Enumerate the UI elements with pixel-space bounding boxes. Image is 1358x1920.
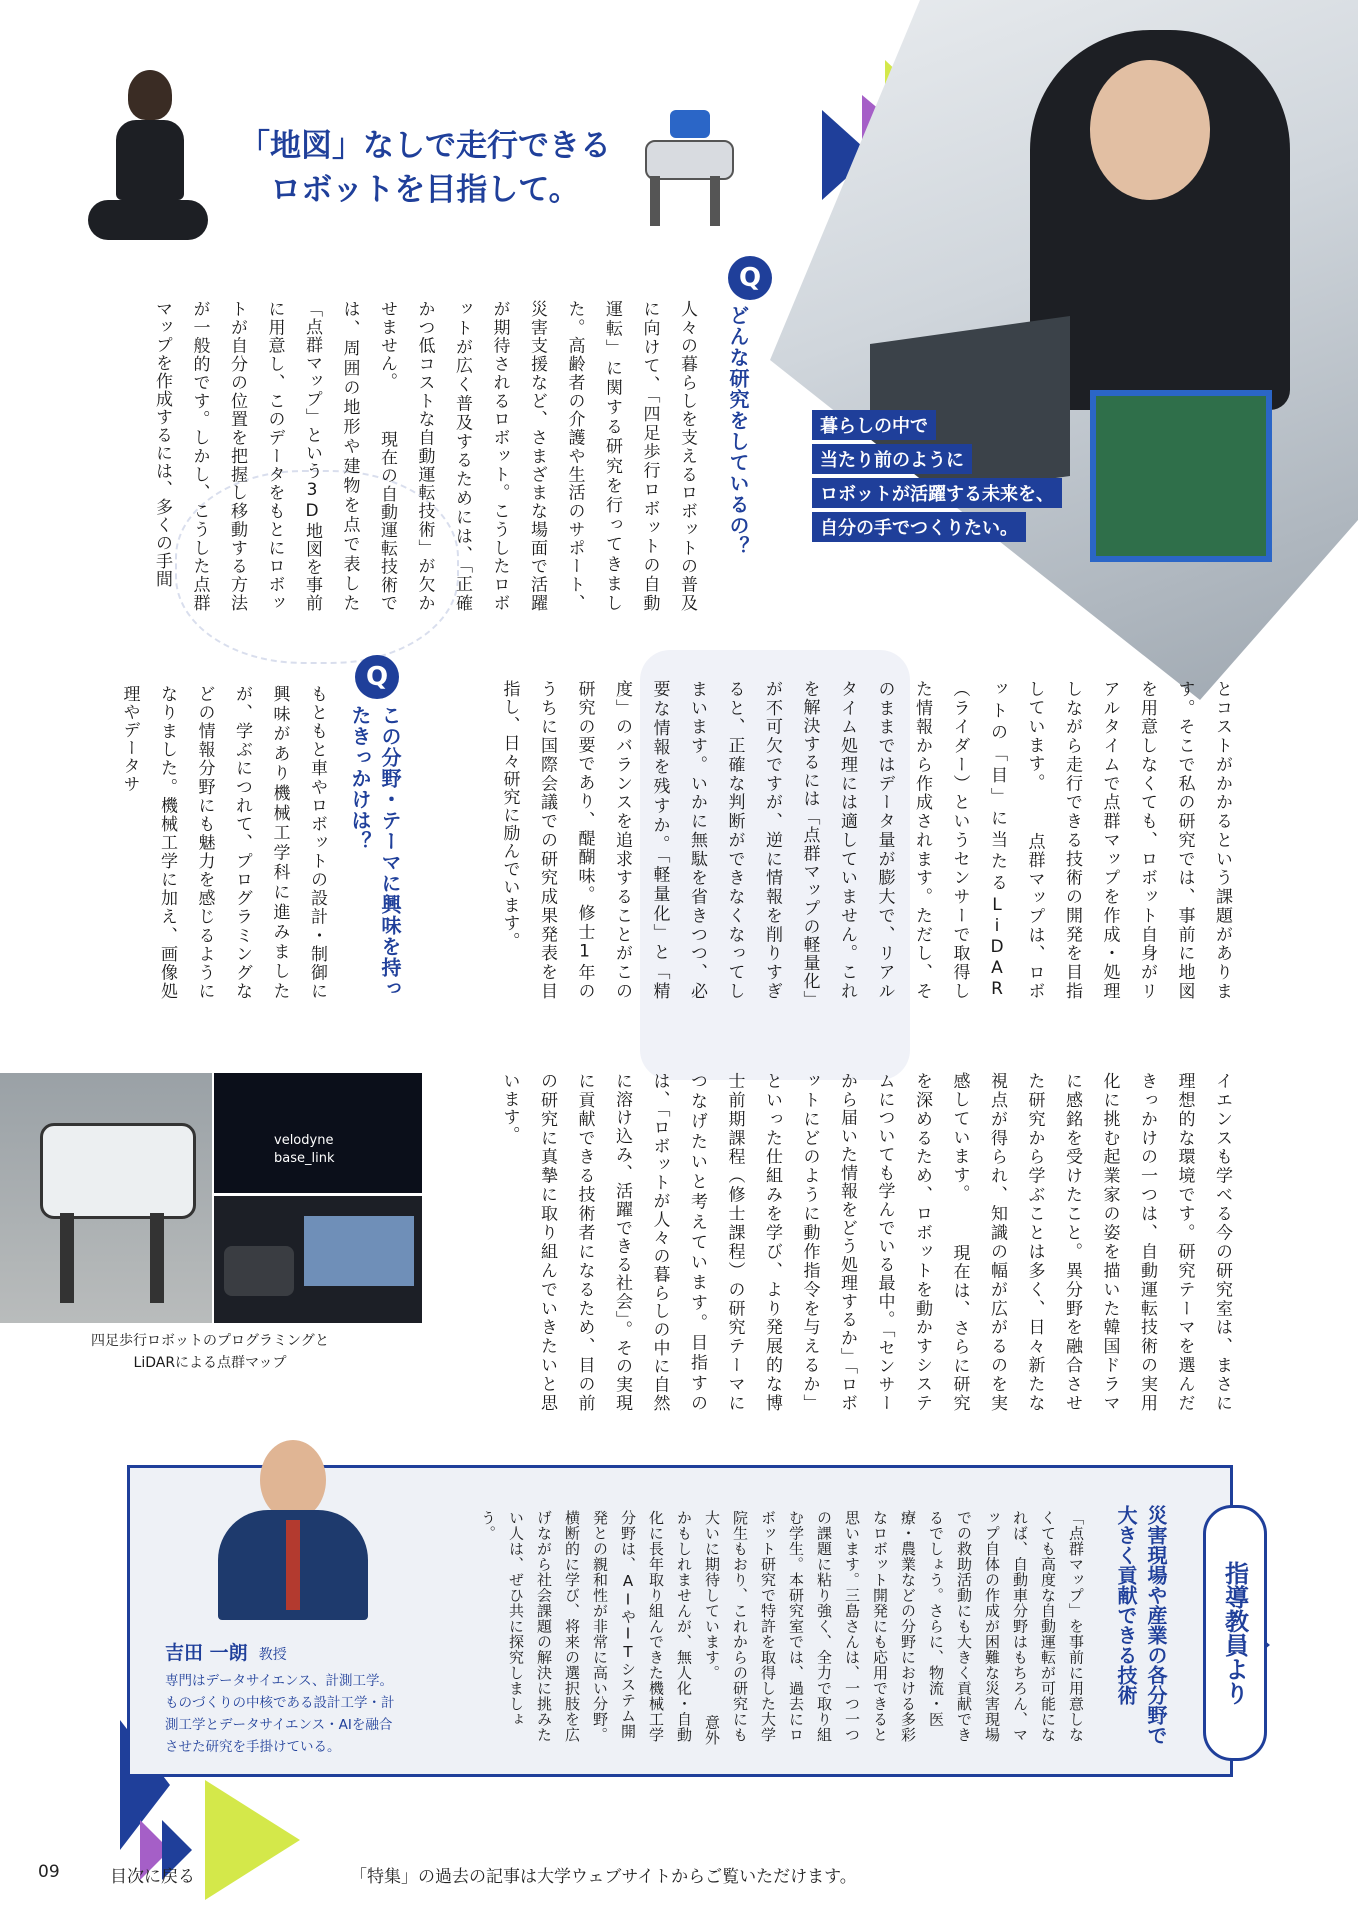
q1-body-b: とコストがかかるという課題があります。そこで私の研究では、事前に地図を用意しなくても、ロボット自身がリアルタイムで点群マップを作成・処理しながら走行できる技術の開発を目指しています。 点群マップは、ロボットの「目」に当たるLiDAR（ライダー）というセンサーで取得した情報から作成されます。ただし、そのままではデータ量が膨大で、リアルタイム処理には適していません。これを解決するには「点群マップの軽量化」が不可欠ですが、逆に情報を削りすぎると、正確な判断ができなくなってしまいます。いかに無駄を省きつつ、必要な情報を残すか。「軽量化」と「精度」のバランスを追求することがこの研究の要であり、醍醐味。修士1年のうちに国際会議での研究成果発表を目指し、日々研究に励んでいます。 — [499, 680, 1232, 1000]
page-headline — [225, 124, 625, 212]
q2-badge: Q — [355, 655, 399, 699]
q2-body-b: イエンスも学べる今の研究室は、まさに理想的な環境です。研究テーマを選んだきっかけの一つは、自動運転技術の実用化に挑む起業家の姿を描いた韓国ドラマに感銘を受けたこと。異分野を融合させた研究から学ぶことは多く、日々新たな視点が得られ、知識の幅が広がるのを実感しています。 現在は、さらに研究を深めるため、ロボットを動かすシステムについても学んでいる最中。「センサーから届いた情報をどう処理するか」「ロボットにどのように動作指令を与えるか」といった仕組みを学び、より発展的な博士前期課程（修士課程）の研究テーマにつなげたいと考えています。目指すのは、「ロボットが人々の暮らしの中に自然に溶け込み、活躍できる社会」。その実現に貢献できる技術者になるため、目の前の研究に真摯に取り組んでいきたいと思います。 — [499, 1072, 1232, 1412]
photo-caption — [812, 410, 1062, 546]
robot-dog-illustration — [640, 100, 730, 230]
q2-body-a: もともと車やロボットの設計・制御に興味があり機械工学科に進みましたが、学ぶにつれて、プログラミングなどの情報分野にも魅力を感じるようになりました。機械工学に加え、画像処理やデータサ — [119, 685, 327, 1000]
advisor-role: 教授 — [258, 1647, 287, 1663]
q1-body-a: 人々の暮らしを支えるロボットの普及に向けて、「四足歩行ロボットの自動運転」に関する研究を行ってきました。高齢者の介護や生活のサポート、災害支援など、さまざまな場面で活躍が期待されるロボット。こうしたロボットが広く普及するためには、「正確かつ低コストな自動運転技術」が欠かせません。 現在の自動運転技術では、周囲の地形や建物を点で表した「点群マップ」という3D地図を事前に用意し、このデータをもとにロボットが自分の位置を把握し移動する方法が一般的です。しかし、こうした点群マップを作成するには、多くの手間 — [152, 300, 697, 612]
q1-title: どんな研究をしているの？ — [726, 305, 750, 557]
advisor-body: 「点群マップ」を事前に用意しなくても高度な自動運転が可能になれば、自動車分野はもちろん、マップ自体の作成が困難な災害現場での救助活動にも大きく貢献できるでしょう。さらに、物流・医療・農業などの分野における多彩なロボット開発にも応用できると思います。三島さんは、一つ一つの課題に粘り強く、全力で取り組む学生。本研究室では、過去にロボット研究で特許を取得した大学院生もおり、これからの研究にも大いに期待しています。 意外かもしれませんが、無人化・自動化に長年取り組んできた機械工学分野は、AIやITシステム開発との親和性が非常に高い分野。横断的に学び、将来の選択肢を広げながら社会課題の解決に挑みたい人は、ぜひ共に探究しましょう。 — [479, 1510, 1085, 1746]
robot-photo-caption — [40, 1330, 380, 1374]
advisor-tag-text: 指導教員より — [1220, 1561, 1249, 1705]
lidar-screen-photo — [214, 1073, 422, 1193]
archive-note: 「特集」の過去の記事は大学ウェブサイトからご覧いただけます。 — [350, 1867, 857, 1887]
headline-line-1: 「地図」なしで走行できる — [239, 128, 611, 164]
caption-line-1: 暮らしの中で — [812, 410, 936, 440]
advisor-tag — [1203, 1505, 1267, 1761]
headline-line-2: ロボットを目指して。 — [270, 172, 580, 208]
caption-line-2: 当たり前のように — [812, 444, 972, 474]
back-to-toc-link[interactable]: 目次に戻る — [110, 1867, 195, 1887]
robot-caption-line-2: LiDARによる点群マップ — [133, 1355, 287, 1371]
q1-badge: Q — [728, 256, 772, 300]
advisor-portrait — [198, 1440, 388, 1620]
screen-label-1: velodyne — [274, 1133, 334, 1148]
robot-monitor-photo — [214, 1196, 422, 1323]
caption-line-4: 自分の手でつくりたい。 — [812, 512, 1026, 542]
advisor-name-row — [165, 1638, 287, 1665]
advisor-profile: 専門はデータサイエンス、計測工学。ものづくりの中核である設計工学・計測工学とデータサイエンス・AIを融合させた研究を手掛けている。 — [165, 1673, 395, 1755]
advisor-title-2: 大きく貢献できる技術 — [1114, 1505, 1138, 1705]
student-face — [1090, 60, 1210, 200]
q2-title: この分野・テーマに興味を持ったきっかけは？ — [348, 705, 402, 999]
robot-caption-line-1: 四足歩行ロボットのプログラミングと — [91, 1333, 329, 1349]
robot-board — [1090, 390, 1272, 562]
advisor-title-1: 災害現場や産業の各分野で — [1144, 1505, 1168, 1745]
screen-label-2: base_link — [274, 1151, 335, 1166]
student-sitting-illustration — [88, 70, 208, 250]
page-number: 09 — [38, 1862, 60, 1882]
caption-line-3: ロボットが活躍する未来を、 — [812, 478, 1062, 508]
advisor-name: 吉田 一朗 — [165, 1642, 248, 1664]
robot-dog-photo — [0, 1073, 212, 1323]
